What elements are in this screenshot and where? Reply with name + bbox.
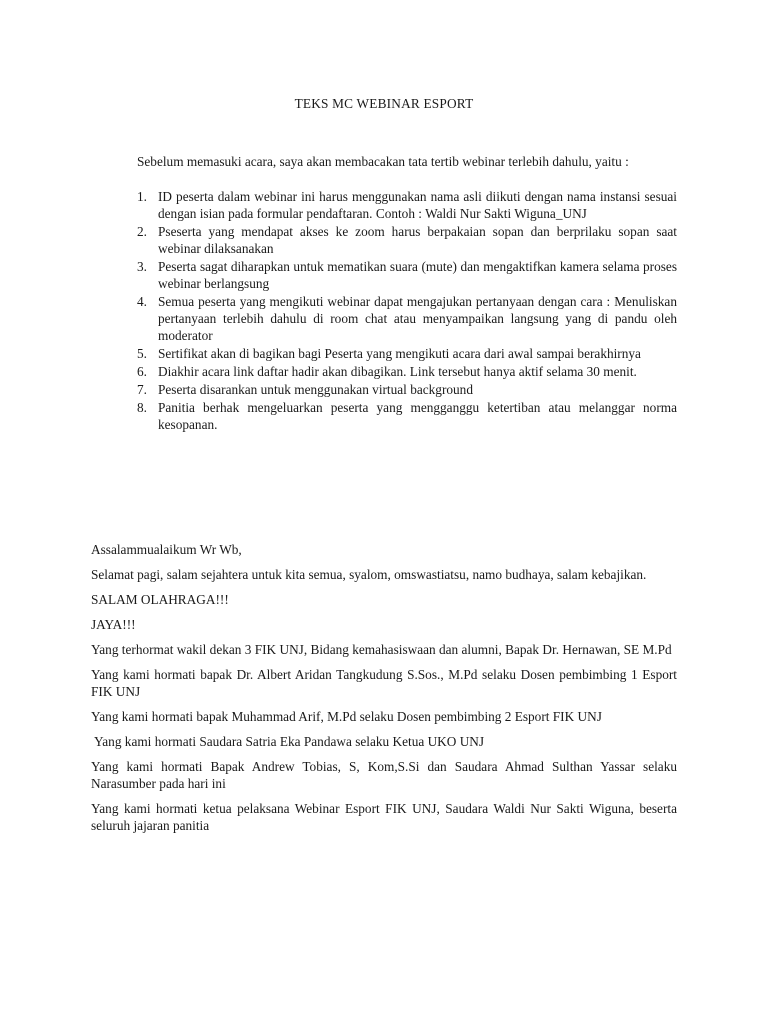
honorific-paragraph: Yang kami hormati bapak Dr. Albert Aridan Tangkudung S.Sos., M.Pd selaku Dosen pembimbing 1 Esport FIK UNJ: [91, 667, 677, 699]
list-item-number: 5.: [137, 346, 147, 361]
list-item: [137, 399, 677, 433]
list-item: [137, 345, 677, 362]
list-item: [137, 381, 677, 398]
list-item: [137, 293, 677, 344]
list-item: [137, 258, 677, 292]
list-item: [137, 223, 677, 257]
jaya-paragraph: JAYA!!!: [91, 617, 136, 632]
list-item-number: 8.: [137, 400, 147, 415]
speech-body: [91, 541, 677, 842]
intro-paragraph: Sebelum memasuki acara, saya akan membacakan tata tertib webinar terlebih dahulu, yaitu :: [137, 154, 629, 169]
honorific-paragraph: Yang kami hormati bapak Muhammad Arif, M.Pd selaku Dosen pembimbing 2 Esport FIK UNJ: [91, 709, 602, 724]
list-item-number: 6.: [137, 364, 147, 379]
honorific-paragraph: Yang terhormat wakil dekan 3 FIK UNJ, Bidang kemahasiswaan dan alumni, Bapak Dr. Hernawan, SE M.Pd: [91, 642, 672, 657]
list-item-text: Peserta sagat diharapkan untuk mematikan suara (mute) dan mengaktifkan kamera selama proses webinar berlangsung: [158, 259, 677, 291]
document-title: TEKS MC WEBINAR ESPORT: [294, 96, 474, 111]
list-item-text: Diakhir acara link daftar hadir akan dibagikan. Link tersebut hanya aktif selama 30 menit.: [158, 364, 637, 379]
list-item-text: Pseserta yang mendapat akses ke zoom harus berpakaian sopan dan berprilaku sopan saat webinar dilaksanakan: [158, 224, 677, 256]
honorific-paragraph: Yang kami hormati Saudara Satria Eka Pandawa selaku Ketua UKO UNJ: [94, 734, 485, 749]
list-item-number: 2.: [137, 224, 147, 239]
list-item: [137, 188, 677, 222]
list-item-text: ID peserta dalam webinar ini harus menggunakan nama asli diikuti dengan nama instansi sesuai dengan isian pada formular pendaftaran. Contoh : Waldi Nur Sakti Wiguna_UNJ: [158, 189, 677, 221]
salute-paragraph: SALAM OLAHRAGA!!!: [91, 592, 229, 607]
list-item-text: Semua peserta yang mengikuti webinar dapat mengajukan pertanyaan dengan cara : Menuliskan pertanyaan terlebih dahulu di room chat atau menyampaikan langsung yang di pandu oleh moderator: [158, 294, 677, 343]
list-item-text: Panitia berhak mengeluarkan peserta yang mengganggu ketertiban atau melanggar norma kesopanan.: [158, 400, 677, 432]
greeting-paragraph: Assalammualaikum Wr Wb,: [91, 542, 242, 557]
rules-list: [137, 188, 677, 434]
list-item-number: 3.: [137, 259, 147, 274]
honorific-paragraph: Yang kami hormati ketua pelaksana Webinar Esport FIK UNJ, Saudara Waldi Nur Sakti Wiguna, beserta seluruh jajaran panitia: [91, 801, 677, 833]
list-item-text: Peserta disarankan untuk menggunakan virtual background: [158, 382, 473, 397]
list-item-number: 7.: [137, 382, 147, 397]
list-item-number: 4.: [137, 294, 147, 309]
honorific-paragraph: Yang kami hormati Bapak Andrew Tobias, S, Kom,S.Si dan Saudara Ahmad Sulthan Yassar selaku Narasumber pada hari ini: [91, 759, 677, 791]
list-item: [137, 363, 677, 380]
list-item-number: 1.: [137, 189, 147, 204]
list-item-text: Sertifikat akan di bagikan bagi Peserta yang mengikuti acara dari awal sampai berakhirnya: [158, 346, 641, 361]
welcome-paragraph: Selamat pagi, salam sejahtera untuk kita semua, syalom, omswastiatsu, namo budhaya, salam kebajikan.: [91, 567, 647, 582]
